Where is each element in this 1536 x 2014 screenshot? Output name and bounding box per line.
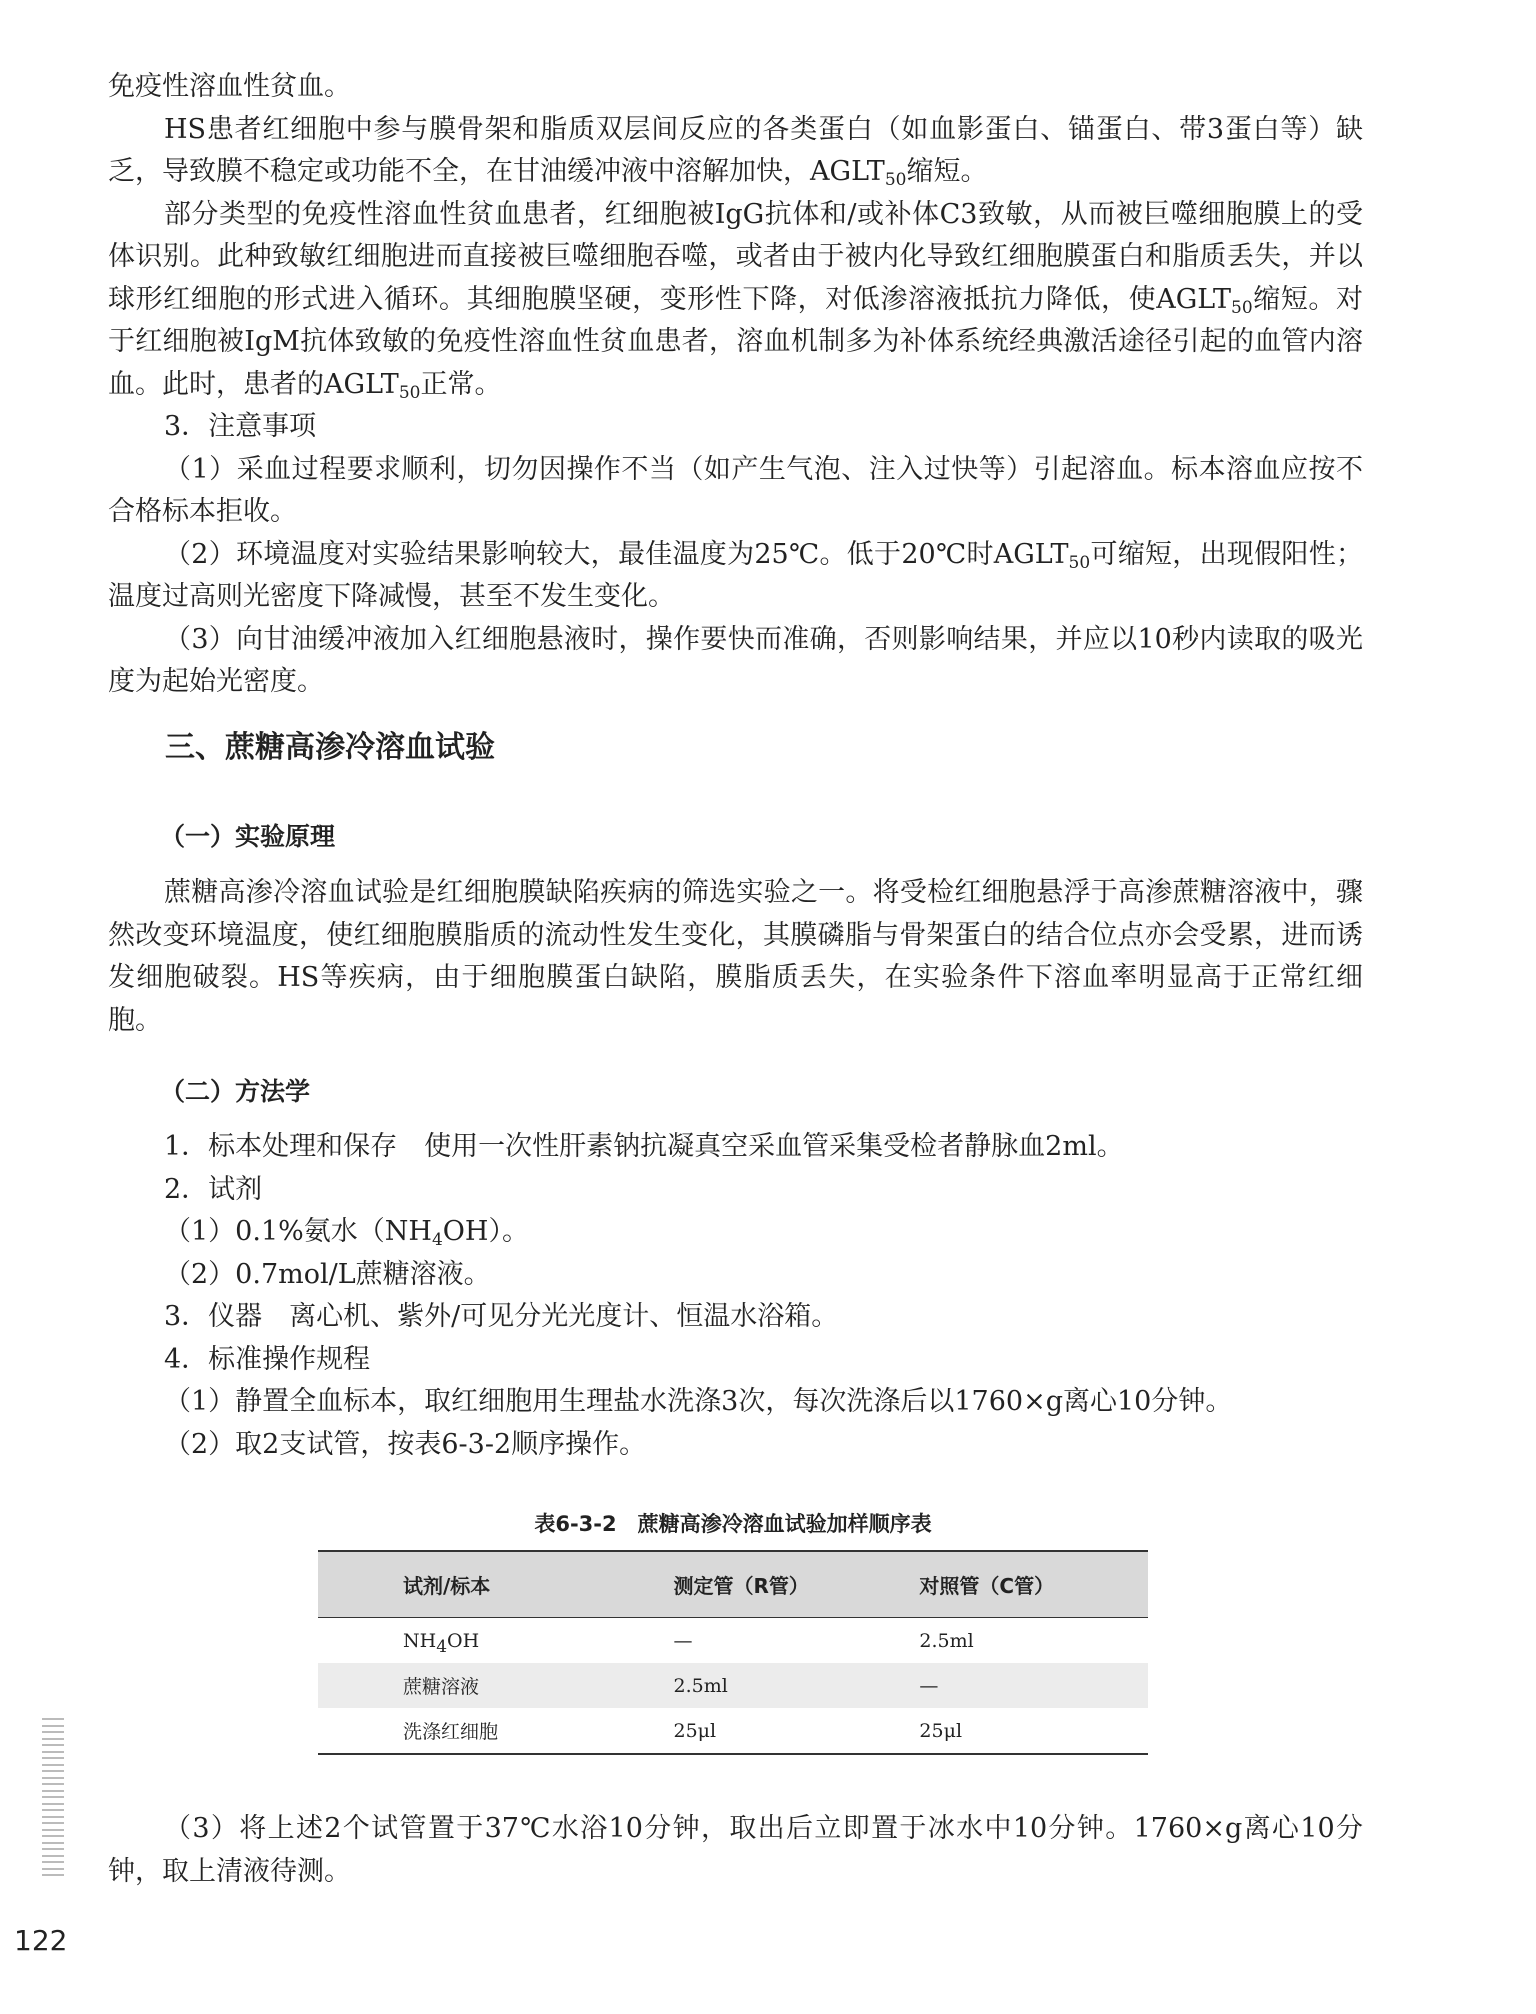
method-block (108, 1126, 1363, 1466)
subsection-principle-title: （一）实验原理 (160, 822, 336, 851)
method-step-1: 1．标本处理和保存 使用一次性肝素钠抗凝真空采血管采集受检者静脉血2ml。 (164, 1131, 1124, 1162)
final-paragraph: （3）将上述2个试管置于37℃水浴10分钟，取出后立即置于冰水中10分钟。1760×g离心10分钟，取上清液待测。 (108, 1813, 1363, 1887)
table-cell: — (919, 1663, 1148, 1708)
table-cell: — (673, 1629, 693, 1652)
table-header: 测定管（R管） (674, 1551, 920, 1618)
sample-order-table (318, 1550, 1148, 1755)
paragraph-hs: HS患者红细胞中参与膜骨架和脂质双层间反应的各类蛋白（如血影蛋白、锚蛋白、带3蛋白等）缺乏，导致膜不稳定或功能不全，在甘油缓冲液中溶解加快，$AGLT_{50}$缩短。 (108, 113, 1364, 190)
paragraph-immune: 部分类型的免疫性溶血性贫血患者，红细胞被IgG抗体和/或补体C3致敏，从而被巨噬细胞膜上的受体识别。此种致敏红细胞进而直接被巨噬细胞吞噬，或者由于被内化导致红细胞膜蛋白和脂质丢失，并以球形红细胞的形式进入循环。其细胞膜坚硬，变形性下降，对低渗溶液抵抗力降低，使$AGLT_{50}$缩短。对于红细胞被IgM抗体致敏的免疫性溶血性贫血患者，溶血机制多为补体系统经典激活途径引起的血管内溶血。此时，患者的$AGLT_{50}$正常。 (108, 198, 1363, 403)
table-cell: 蔗糖溶液 (318, 1663, 674, 1708)
note-3: （3）向甘油缓冲液加入红细胞悬液时，操作要快而准确，否则影响结果，并应以10秒内读取的吸光度为起始光密度。 (108, 623, 1363, 697)
method-step-2: 2．试剂 (164, 1173, 263, 1205)
top-text-block (108, 66, 1363, 704)
table-header-row (318, 1551, 1148, 1618)
section-title: 三、蔗糖高渗冷溶血试验 (165, 730, 495, 765)
table-caption: 表6-3-2 蔗糖高渗冷溶血试验加样顺序表 (534, 1512, 932, 1536)
page-number: 122 (14, 1924, 68, 1957)
table-cell: 洗涤红细胞 (403, 1721, 499, 1743)
table-header: 试剂/标本 (318, 1551, 674, 1618)
table-header: 对照管（C管） (919, 1551, 1148, 1618)
method-step-4b: （2）取2支试管，按表6-3-2顺序操作。 (164, 1428, 647, 1460)
note-2: （2）环境温度对实验结果影响较大，最佳温度为25℃。低于20℃时$AGLT_{50}$可缩短，出现假阳性；温度过高则光密度下降减慢，甚至不发生变化。 (108, 538, 1363, 612)
table-row (318, 1663, 1148, 1708)
final-block (108, 1808, 1363, 1893)
method-step-3: 3．仪器 离心机、紫外/可见分光光度计、恒温水浴箱。 (164, 1301, 839, 1332)
notes-heading: 3．注意事项 (164, 411, 317, 442)
method-step-2b: （2）0.7mol/L蔗糖溶液。 (164, 1258, 491, 1290)
subsection-method-title: （二）方法学 (160, 1077, 311, 1106)
table-cell: $NH_4OH$ (403, 1629, 480, 1657)
principle-paragraph: 蔗糖高渗冷溶血试验是红细胞膜缺陷疾病的筛选实验之一。将受检红细胞悬浮于高渗蔗糖溶液中，骤然改变环境温度，使红细胞膜脂质的流动性发生变化，其膜磷脂与骨架蛋白的结合位点亦会受累，进而诱发细胞破裂。HS等疾病，由于细胞膜蛋白缺陷，膜脂质丢失，在实验条件下溶血率明显高于正常红细胞。 (108, 877, 1363, 1036)
table-row (318, 1618, 1148, 1664)
method-step-4a: （1）静置全血标本，取红细胞用生理盐水洗涤3次，每次洗涤后以1760×g离心10分钟。 (164, 1386, 1233, 1417)
note-1: （1）采血过程要求顺利，切勿因操作不当（如产生气泡、注入过快等）引起溶血。标本溶血应按不合格标本拒收。 (108, 453, 1363, 527)
table-row (318, 1708, 1148, 1754)
table-cell: 2.5ml (919, 1629, 974, 1652)
margin-tick-decoration (42, 1718, 64, 1880)
table-cell: 2.5ml (674, 1663, 920, 1708)
method-step-2a: （1）0.1%氨水$(NH_4OH)$。 (164, 1216, 529, 1250)
method-step-4: 4．标准操作规程 (164, 1343, 371, 1375)
paragraph-1: 免疫性溶血性贫血。 (108, 71, 351, 102)
table-cell: 25μl (919, 1719, 963, 1742)
principle-block (108, 872, 1363, 1042)
table-cell: 25μl (673, 1719, 717, 1742)
